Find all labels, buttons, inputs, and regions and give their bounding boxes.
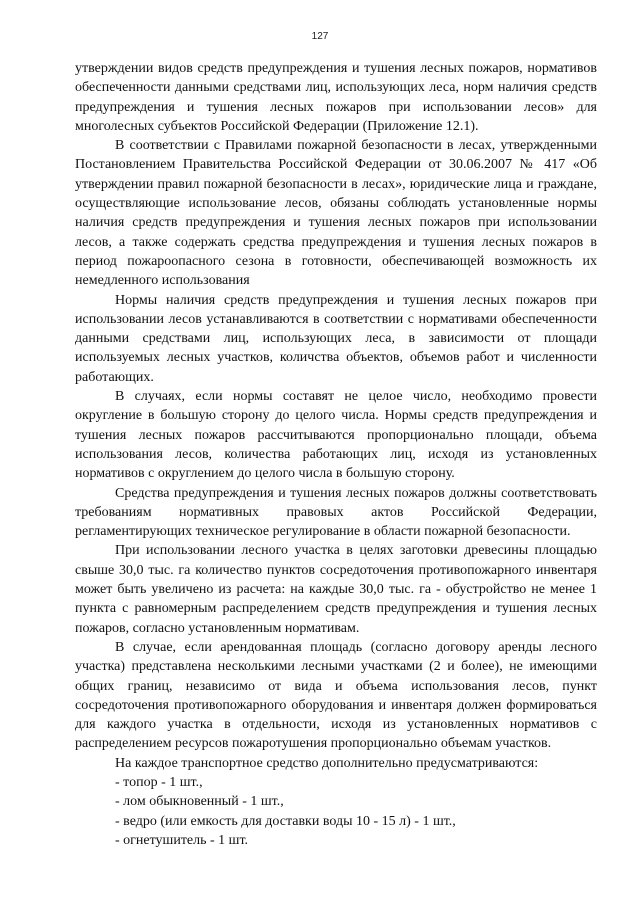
document-body [75,59,597,850]
paragraph-leased-area: В случае, если арендованная площадь (согласно договору аренды лесного участка) представлена несколькими лесными участками (2 и более), не имеющими общих границ, независимо от вида и объема использования лесов, пункт сосредоточения противопожарного оборудования и инвентаря должен формироваться для каждого участка в отдельности, исходя из установленных нормативов с распределением ресурсов пожаротушения пропорционально объемам участков. [75,639,597,752]
list-item-axe: - топор - 1 шт., [115,774,203,790]
list-item-bucket: - ведро (или емкость для доставки воды 10 - 15 л) - 1 шт., [115,813,456,829]
paragraph-requirements: Средства предупреждения и тушения лесных пожаров должны соответствовать требованиям нормативных правовых актов Российской Федерации, регламентирующих техническое регулирование в области пожарной безопасности. [75,485,597,540]
paragraph-fire-safety-rules: В соответствии с Правилами пожарной безопасности в лесах, утвержденными Постановлением Правительства Российской Федерации от 30.06.2007 № 417 «Об утверждении правил пожарной безопасности в лесах», юридические лица и граждане, осуществляющие использование лесов, обязаны соблюдать установленные нормы наличия средств предупреждения и тушения лесных пожаров при использовании лесов, а также содержать средства предупреждения и тушения лесных пожаров в период пожароопасного сезона в готовности, обеспечивающей возможность их немедленного использования [75,138,597,289]
paragraph-continuation: утверждении видов средств предупреждения и тушения лесных пожаров, нормативов обеспеченности данными средствами лиц, использующих леса, норм наличия средств предупреждения и тушения лесных пожаров при использовании лесов» для многолесных субъектов Российской Федерации (Приложение 12.1). [75,61,597,134]
list-item-extinguisher: - огнетушитель - 1 шт. [115,832,249,848]
paragraph-logging-area: При использовании лесного участка в целях заготовки древесины площадью свыше 30,0 тыс. га количество пунктов сосредоточения противопожарного инвентаря может быть увеличено из расчета: на каждые 30,0 тыс. га - обустройство не менее 1 пункта с равномерным распределением средств предупреждения и тушения лесных пожаров, согласно установленным нормативам. [75,543,597,636]
page-number: 127 [311,31,329,42]
paragraph-norms-established: Нормы наличия средств предупреждения и тушения лесных пожаров при использовании лесов устанавливаются в соответствии с нормативами обеспеченности данными средствами лиц, использующих леса, в зависимости от площади используемых лесных участков, количства объектов, объемов работ и численности работающих. [75,292,597,385]
list-item-crowbar: - лом обыкновенный - 1 шт., [115,794,284,810]
paragraph-rounding: В случаях, если нормы составят не целое число, необходимо провести округление в большую сторону до целого числа. Нормы средств предупреждения и тушения лесных пожаров рассчитываются пропорционально площади, объема использования лесов, количества работающих лиц, исходя из установленных нормативов с округлением до целого числа в большую сторону. [75,389,597,482]
paragraph-vehicle-equipment: На каждое транспортное средство дополнительно предусматриваются: [115,755,539,771]
equipment-list [75,773,597,850]
